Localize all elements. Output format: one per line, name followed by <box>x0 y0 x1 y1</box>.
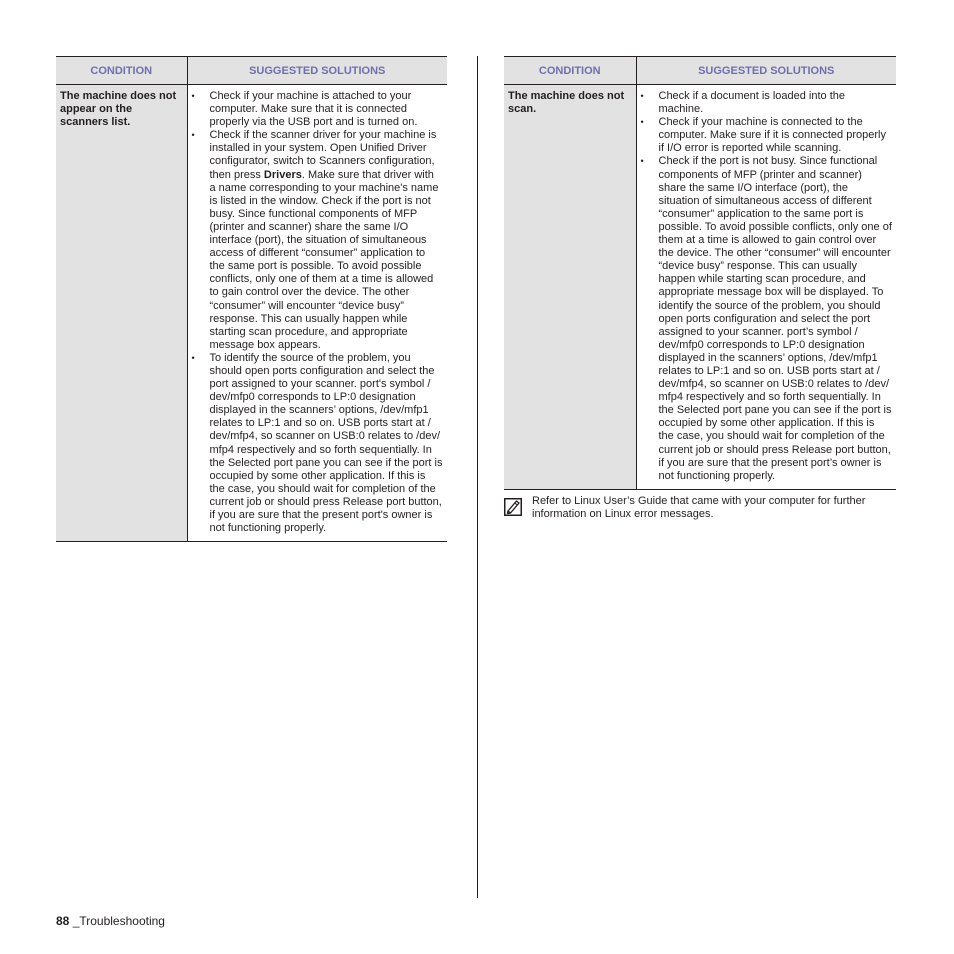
table-row <box>56 85 447 542</box>
page-number: 88 <box>56 914 70 928</box>
table-header-row <box>56 57 447 85</box>
table-row <box>504 85 896 490</box>
note-pencil-icon <box>504 498 522 516</box>
solution-text: . Make sure that driver with a name corresponding to your machine's name is listed in the window. Check if the port is not busy. Since functional components of MFP (printer and scanner) share the same I/O interface (port), the situation of simultaneous access of different “consumer” application to the same port is possible. To avoid possible conflicts, only one of them at a time is allowed to gain control over the device. The other “consumer” will encounter “device busy” response. This can usually happen while starting scan procedure, and appropriate message box appears. <box>209 168 439 351</box>
condition-cell: The machine does not scan. <box>504 85 636 490</box>
condition-header: CONDITION <box>56 57 187 85</box>
left-troubleshooting-table <box>56 56 447 542</box>
drivers-term: Drivers <box>263 168 302 181</box>
note-text: Refer to Linux User’s Guide that came with your computer for further information on Linux error messages. <box>532 495 866 521</box>
condition-header: CONDITION <box>504 57 636 85</box>
solution-item: • Check if the port is not busy. Since functional components of MFP (printer and scanner) share the same I/O interface (port), the situation of simultaneous access of different “consumer” application to the same port is possible. To avoid possible conflicts, only one of them at a time is allowed to gain control over the device. The other “consumer” will encounter “device busy” response. This can usually happen while starting scan procedure, and appropriate message box will be displayed. To identify the source of the problem, you should open ports configuration and select the port assigned to your scanner. port’s symbol / dev/mfp0 corresponds to LP:0 designation displayed in the scanners’ options, /dev/mfp1 relates to LP:1 and so on. USB ports start at / dev/mfp4, so scanner on USB:0 relates to /dev/ mfp4 respectively and so forth sequentially. In the Selected port pane you can see if the port is occupied by some other application. If this is the case, you should wait for completion of the current job or should press Release port button, if you are sure that the present port’s owner is not functioning properly. <box>637 155 893 482</box>
solutions-cell <box>187 85 447 542</box>
solutions-cell <box>636 85 896 490</box>
right-troubleshooting-table <box>504 56 896 490</box>
solution-item: • Check if a document is loaded into the machine. <box>637 90 893 116</box>
column-divider <box>477 56 478 898</box>
solutions-list <box>188 90 444 535</box>
table-header-row <box>504 57 896 85</box>
section-name: _Troubleshooting <box>69 914 165 928</box>
solution-item: • Check if your machine is connected to the computer. Make sure if it is connected properly if I/O error is reported while scanning. <box>637 116 893 155</box>
solution-item <box>188 129 444 352</box>
condition-cell: The machine does not appear on the scanners list. <box>56 85 187 542</box>
solution-item: • Check if your machine is attached to your computer. Make sure that it is connected properly via the USB port and is turned on. <box>188 90 444 129</box>
solution-item: • To identify the source of the problem, you should open ports configuration and select the port assigned to your scanner. port's symbol / dev/mfp0 corresponds to LP:0 designation displayed in the scanners’ options, /dev/mfp1 relates to LP:1 and so on. USB ports start at / dev/mfp4, so scanner on USB:0 relates to /dev/ mfp4 respectively and so forth sequentially. In the Selected port pane you can see if the port is occupied by some other application. If this is the case, you should wait for completion of the current job or should press Release port button, if you are sure that the present port's owner is not functioning properly. <box>188 352 444 535</box>
solutions-list <box>637 90 893 483</box>
page-footer <box>56 914 165 928</box>
note-box <box>504 495 899 521</box>
solutions-header: SUGGESTED SOLUTIONS <box>187 57 447 85</box>
solutions-header: SUGGESTED SOLUTIONS <box>636 57 896 85</box>
solution-text: Check if the scanner driver for your machine is installed in your system. Open Unified Driver configurator, switch to Scanners configuration, then press <box>209 129 437 181</box>
